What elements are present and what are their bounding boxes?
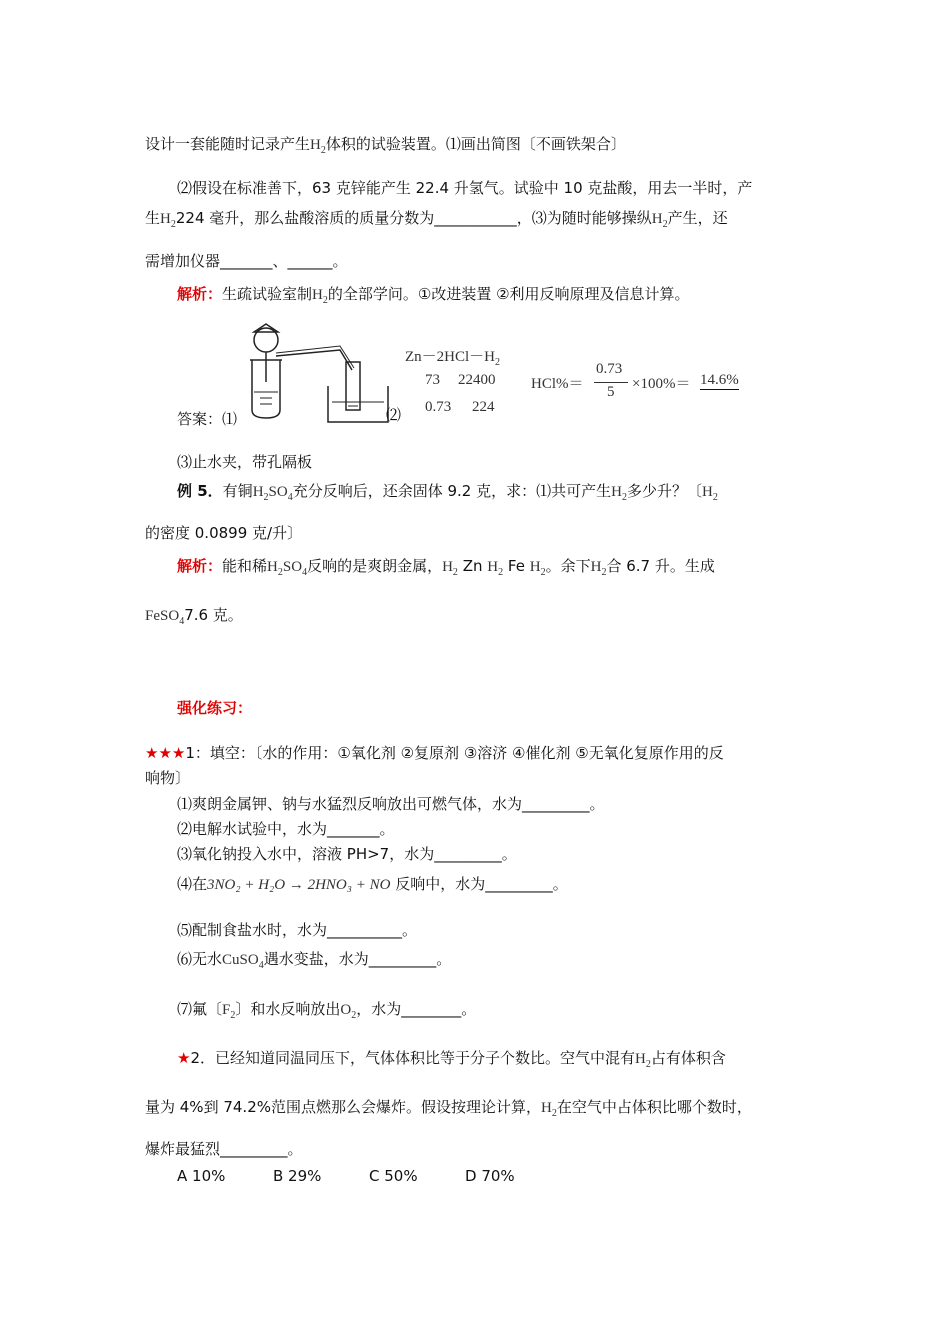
fe-text: Fe — [507, 557, 525, 575]
star-icon: ★ — [177, 1049, 191, 1067]
h2-formula — [529, 559, 546, 578]
formula-sub: 2 — [320, 145, 326, 156]
text: 7.6 克。 — [184, 606, 243, 624]
ex4-analysis — [177, 283, 690, 308]
h2-formula — [541, 1100, 557, 1119]
ex4-line3 — [145, 207, 728, 232]
apparatus-diagram — [240, 322, 390, 428]
answer3: ⑶止水夹，带孔隔板 — [177, 453, 313, 471]
answer-mark2: ⑵ — [386, 406, 402, 424]
formula-so: SO — [268, 484, 288, 500]
formula-sub: 4 — [258, 960, 264, 971]
q1-item1: ⑴爽朗金属钾、钠与水猛烈反响放出可燃气体，水为_________。 — [177, 795, 605, 813]
formula-o: O — [340, 1002, 352, 1018]
q2-option-b: B 29% — [273, 1167, 322, 1185]
reaction-equation: 3NO₂ + H₂O → 2HNO₃ + NO — [207, 877, 391, 893]
formula-sub: 2 — [601, 567, 607, 578]
reaction-text: Zn－2HCl－H — [405, 349, 496, 365]
q2-option-d: D 70% — [465, 1167, 515, 1185]
text: 。余下 — [545, 557, 591, 575]
practice-title: 强化练习： — [177, 699, 253, 717]
ex5-analysis — [177, 555, 715, 580]
h2-formula — [487, 559, 504, 578]
formula-h: H — [252, 484, 264, 500]
hcl-label: HCl%＝ — [531, 376, 584, 392]
text: 能和稀 — [222, 557, 268, 575]
text: 反响中，水为_________。 — [395, 875, 568, 893]
text: 有铜 — [222, 482, 253, 500]
text: 合 6.7 升。生成 — [606, 557, 715, 575]
text: 的全部学问。①改进装置 ②利用反响原理及信息计算。 — [327, 285, 690, 303]
text: 设计一套能随时记录产生 — [145, 135, 311, 153]
formula-sub: 4 — [287, 492, 293, 503]
ex4-line4: 需增加仪器_______、______。 — [145, 252, 348, 270]
text: ⑺氟〔 — [177, 1000, 223, 1018]
formula-feso: FeSO — [145, 608, 180, 624]
star-icon: ★★★ — [145, 744, 186, 762]
q2-option-c: C 50% — [369, 1167, 418, 1185]
calc-row1-a: 73 — [425, 372, 440, 388]
formula-h: H — [310, 137, 321, 153]
calc-row2-a: 0.73 — [425, 399, 452, 415]
ex4-line1 — [145, 133, 626, 158]
result-text: 14.6% — [700, 372, 739, 388]
text: ⑷在 — [177, 875, 208, 893]
result-value — [700, 372, 739, 390]
text: ，水为________。 — [356, 1000, 477, 1018]
calc-row2-b: 224 — [472, 399, 495, 415]
formula-sub: 2 — [230, 1010, 236, 1021]
frac-num: 0.73 — [596, 361, 623, 377]
h2-formula — [310, 137, 326, 156]
text: 占有体积含 — [650, 1049, 726, 1067]
reaction-equation — [405, 345, 500, 366]
zn-text: Zn — [462, 557, 483, 575]
formula-h: H — [487, 559, 499, 575]
q1-item7 — [177, 998, 476, 1023]
q1-head2: 响物〕 — [145, 769, 191, 787]
answer-label: 答案：⑴ — [177, 410, 238, 428]
f2-formula — [222, 1002, 236, 1021]
text: 生 — [145, 209, 161, 227]
ex5-analysis-line2 — [145, 604, 243, 629]
analysis-label: 解析： — [177, 285, 223, 303]
text: 多少升？〔 — [626, 482, 702, 500]
formula-h: H — [529, 559, 541, 575]
q2-line3: 爆炸最猛烈_________。 — [145, 1140, 303, 1158]
formula-sub: 2 — [351, 1010, 357, 1021]
text: ⑹无水 — [177, 950, 223, 968]
h2-formula — [701, 484, 718, 503]
q1-head — [145, 742, 724, 764]
q2-line2 — [145, 1096, 752, 1121]
formula-sub: 2 — [498, 567, 504, 578]
formula-h: H — [541, 1100, 552, 1116]
formula-sub: 2 — [322, 295, 328, 306]
q1-item3: ⑶氧化钠投入水中，溶液 PH>7，水为_________。 — [177, 845, 517, 863]
analysis-label: 解析： — [177, 557, 223, 575]
formula-f: F — [222, 1002, 231, 1018]
h2-formula — [590, 559, 607, 578]
formula-h: H — [312, 287, 323, 303]
q1-item4 — [177, 873, 568, 896]
q2-line1 — [177, 1047, 726, 1072]
ex4-line2: ⑵假设在标准善下，63 克锌能产生 22.4 升氢气。试验中 10 克盐酸，用去一半时，产 — [177, 179, 753, 197]
text: 遇水变盐，水为_________。 — [263, 950, 452, 968]
q2-option-a: A 10% — [177, 1167, 226, 1185]
formula-cuso: CuSO — [222, 952, 259, 968]
formula-sub: 2 — [170, 219, 176, 230]
formula-h: H — [267, 559, 278, 575]
text: 224 毫升，那么盐酸溶质的质量分数为___________，⑶为随时能够操纵 — [175, 209, 652, 227]
text: 量为 4%到 74.2%范围点燃那么会爆炸。假设按理论计算， — [145, 1098, 541, 1116]
q1-item2: ⑵电解水试验中，水为_______。 — [177, 820, 395, 838]
text: 生疏试验室制 — [222, 285, 313, 303]
formula-sub: 4 — [302, 567, 308, 578]
q1-item5: ⑸配制食盐水时，水为__________。 — [177, 921, 418, 939]
ex5-line2: 的密度 0.0899 克/升〕 — [145, 524, 303, 542]
times-text: ×100%＝ — [632, 376, 691, 392]
text: 〕和水反响放出 — [235, 1000, 341, 1018]
h2-formula — [160, 211, 176, 230]
formula-sub: 2 — [551, 1108, 557, 1119]
text: 2．已经知道同温同压下，气体体积比等于分子个数比。空气中混有 — [190, 1049, 635, 1067]
formula-sub: 2 — [277, 567, 283, 578]
text: 充分反响后，还余固体 9.2 克，求：⑴共可产生 — [292, 482, 612, 500]
formula-sub: 2 — [645, 1059, 651, 1070]
text: 在空气中占体积比哪个数时， — [556, 1098, 752, 1116]
formula-so: SO — [282, 559, 303, 575]
formula-h: H — [590, 559, 602, 575]
formula-h: H — [611, 484, 622, 500]
frac-bar — [594, 382, 628, 383]
formula-sub: 2 — [495, 357, 501, 368]
q1-item6 — [177, 948, 451, 973]
h2-formula — [312, 287, 328, 306]
formula-sub: 2 — [621, 492, 627, 503]
h2-formula — [651, 211, 668, 230]
text: 体积的试验装置。⑴画出简图〔不画铁架合〕 — [325, 135, 626, 153]
h2so4-formula — [252, 484, 293, 503]
formula-sub: 2 — [452, 567, 458, 578]
o2-formula — [340, 1002, 357, 1021]
formula-sub: 2 — [263, 492, 269, 503]
text: 1：填空：〔水的作用：①氧化剂 ②复原剂 ③溶济 ④催化剂 ⑤无氧化复原作用的反 — [185, 744, 724, 762]
h2so4-formula — [267, 559, 308, 578]
text: 产生，还 — [667, 209, 728, 227]
ex5-label: 例 5． — [177, 482, 223, 500]
formula-sub: 2 — [712, 492, 718, 503]
feso4-formula — [145, 608, 185, 627]
formula-h: H — [701, 484, 713, 500]
frac-den: 5 — [607, 384, 615, 400]
formula-sub: 2 — [662, 219, 668, 230]
cuso4-formula — [222, 952, 264, 971]
calc-row1-b: 22400 — [458, 372, 496, 388]
formula-h: H — [651, 211, 663, 227]
h2-formula — [611, 484, 627, 503]
h2-formula — [635, 1051, 651, 1070]
formula-h: H — [442, 559, 453, 575]
h2-formula — [442, 559, 458, 578]
formula-h: H — [635, 1051, 646, 1067]
formula-sub: 4 — [179, 616, 185, 627]
formula-sub: 2 — [540, 567, 546, 578]
formula-h: H — [160, 211, 171, 227]
text: 反响的是爽朗金属， — [307, 557, 443, 575]
ex5-line1 — [177, 480, 718, 505]
